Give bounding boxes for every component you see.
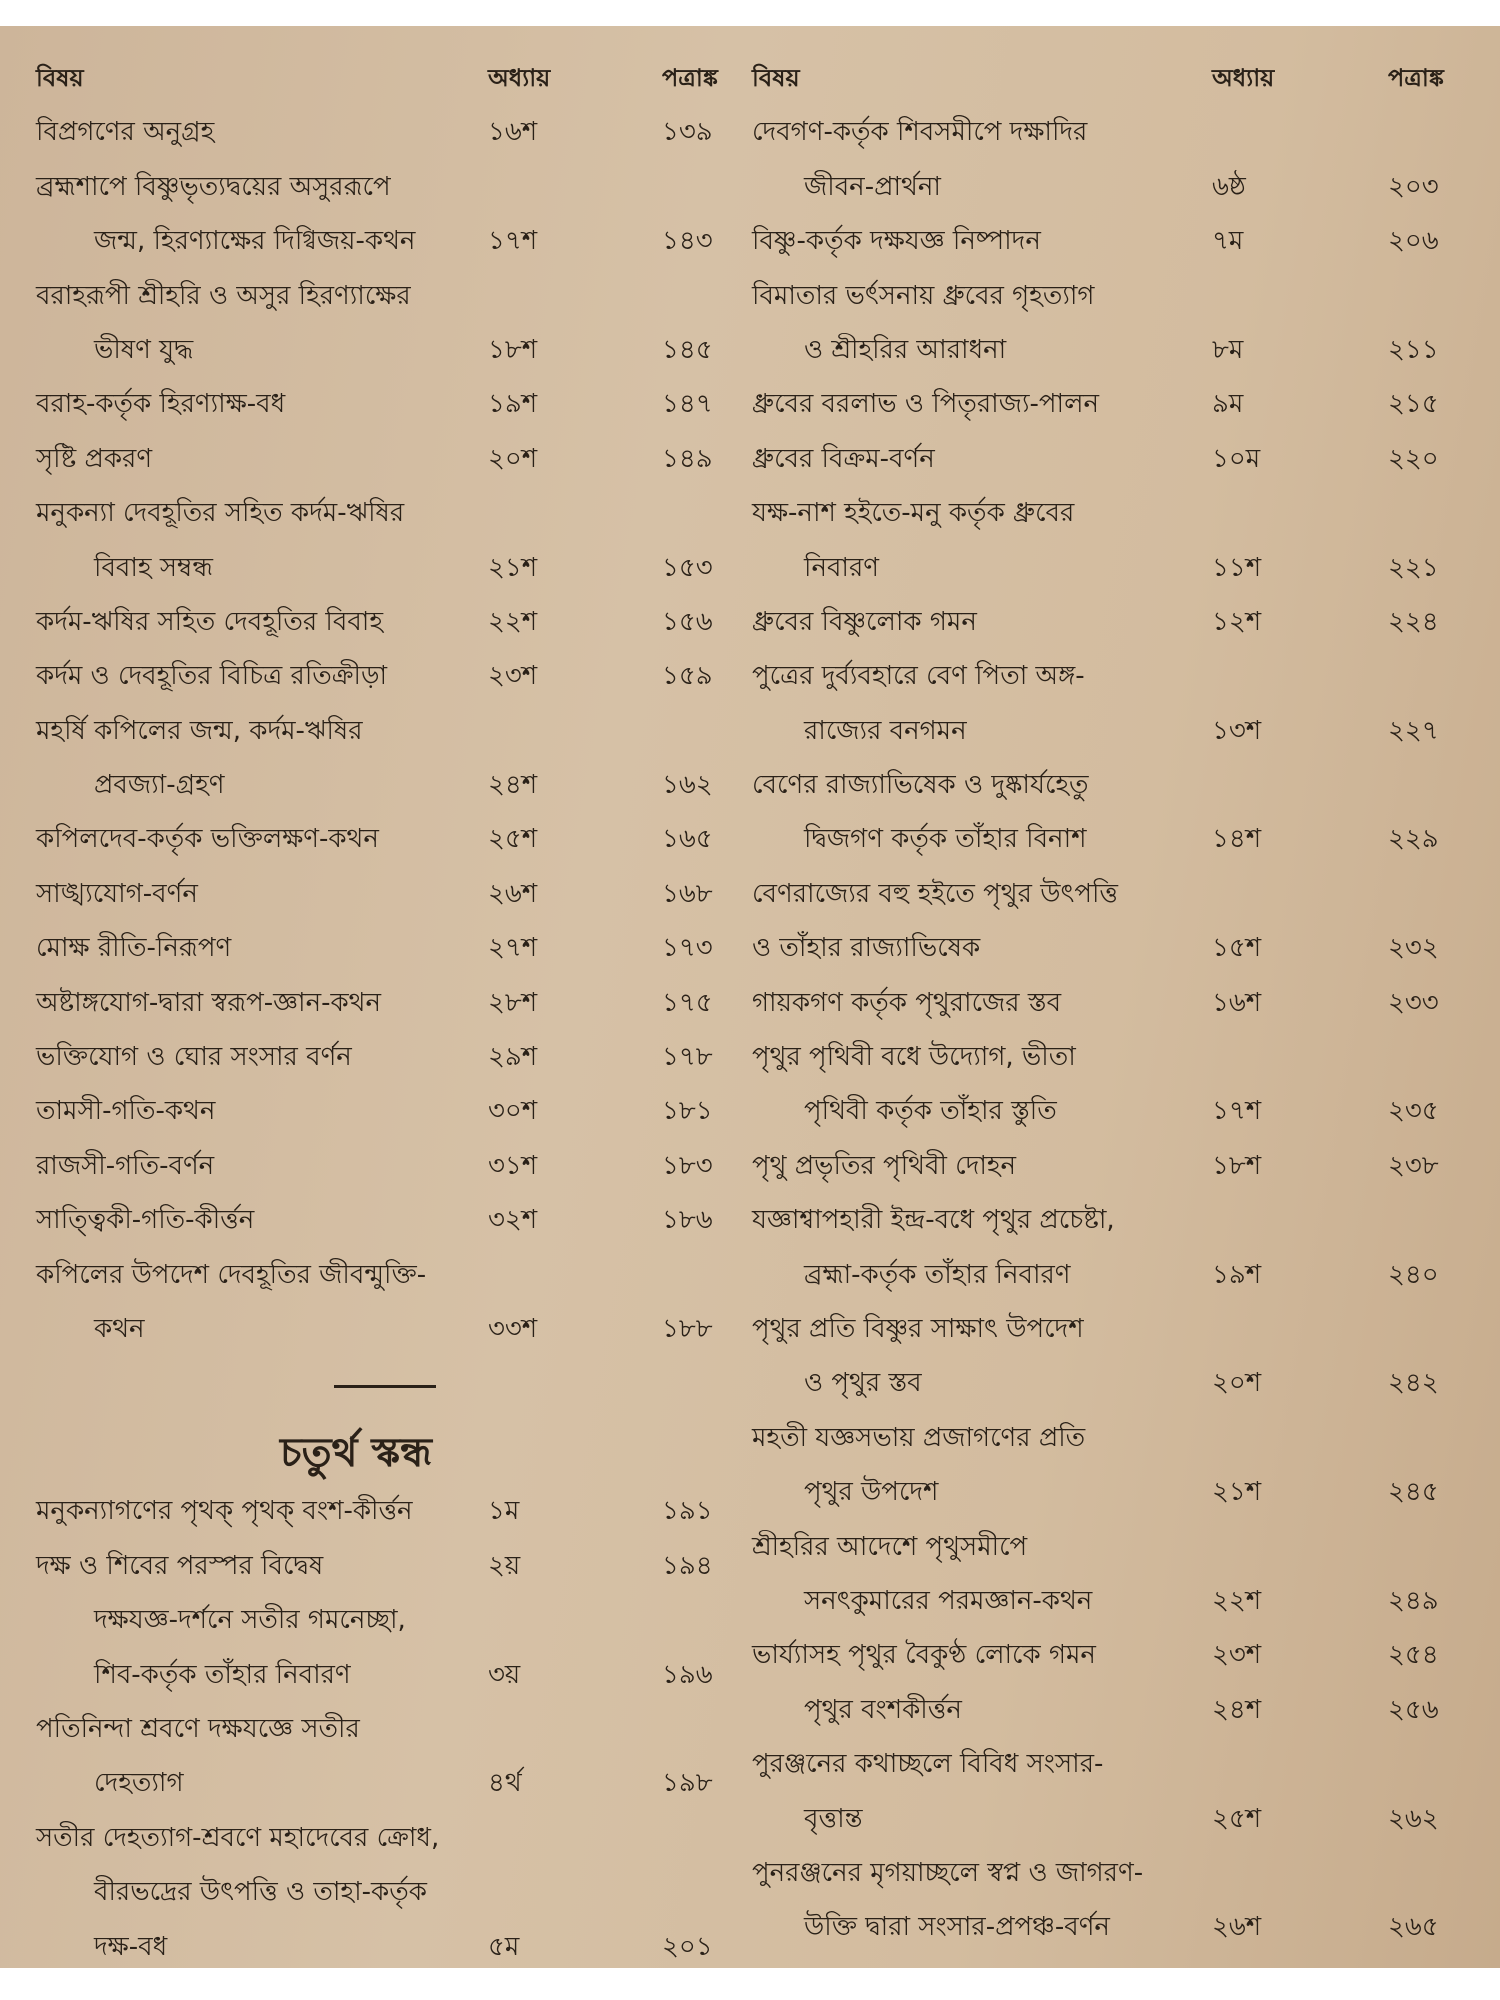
entry-page: ২২৪ (1388, 606, 1439, 637)
toc-entry (752, 1301, 1464, 1355)
entry-chapter: ২৬শ (1212, 1912, 1262, 1943)
toc-entry (752, 213, 1464, 267)
toc-entry (36, 431, 726, 485)
section-heading: চতুর্থ স্কন্ধ (280, 1429, 432, 1477)
toc-entry (752, 920, 1464, 974)
entry-chapter: ৯ম (1212, 389, 1244, 420)
entry-title: জন্ম, হিরণ্যাক্ষের দিগ্বিজয়-কথন (94, 226, 416, 257)
entry-title: দেহত্যাগ (94, 1768, 184, 1799)
toc-entry (752, 431, 1464, 485)
entry-chapter: ২৯শ (488, 1042, 538, 1073)
entry-page: ১৬৫ (662, 824, 713, 855)
header-page: পত্রাঙ্ক (1388, 64, 1444, 92)
entry-title: জীবন-প্রার্থনা (804, 171, 941, 202)
toc-entry (36, 213, 726, 267)
entry-chapter: ১১শ (1212, 552, 1262, 583)
entry-title: বেণরাজ্যের বহু হইতে পৃথুর উৎপত্তি (752, 878, 1119, 909)
entry-chapter: ১২শ (1212, 606, 1262, 637)
entry-title: ভক্তিযোগ ও ঘোর সংসার বর্ণন (36, 1042, 352, 1073)
entry-page: ১৪৫ (662, 334, 713, 365)
entry-chapter: ১৯শ (488, 389, 538, 420)
left-entries-bottom (36, 1483, 726, 1968)
entry-title: বরাহরূপী শ্রীহরি ও অসুর হিরণ্যাক্ষের (36, 280, 411, 311)
toc-entry (752, 322, 1464, 376)
entry-title: পুত্রের দুর্ব্যবহারে বেণ পিতা অঙ্গ- (752, 661, 1085, 692)
toc-entry (36, 975, 726, 1029)
header-subject: বিষয় (752, 64, 800, 92)
entry-page: ২৩৮ (1388, 1150, 1439, 1181)
entry-title: বিমাতার ভর্ৎসনায় ধ্রুবের গৃহত্যাগ (752, 280, 1095, 311)
toc-entry (36, 1192, 726, 1246)
entry-chapter: ১৬শ (1212, 987, 1262, 1018)
entry-chapter: ২৪শ (1212, 1694, 1262, 1725)
entry-page: ১৬২ (662, 770, 713, 801)
entry-page: ১৮৩ (662, 1150, 713, 1181)
toc-entry (36, 703, 726, 757)
toc-entry (36, 159, 726, 213)
toc-entry (752, 648, 1464, 702)
toc-entry (36, 1701, 726, 1755)
entry-title: কর্দম ও দেবহূতির বিচিত্র রতিক্রীড়া (36, 661, 388, 692)
entry-title: কপিলদেব-কর্তৃক ভক্তিলক্ষণ-কথন (36, 824, 379, 855)
right-entries (752, 104, 1464, 1953)
entry-title: সাঙ্খ্যযোগ-বর্ণন (36, 878, 198, 909)
entry-page: ১৮৬ (662, 1205, 713, 1236)
entry-page: ২১১ (1388, 334, 1439, 365)
entry-chapter: ২৩শ (488, 661, 538, 692)
toc-entry (752, 811, 1464, 865)
entry-chapter: ২০শ (1212, 1368, 1262, 1399)
entry-page: ১৬৮ (662, 878, 713, 909)
entry-page: ১৮৮ (662, 1313, 713, 1344)
toc-entry (36, 1592, 726, 1646)
entry-title: যক্ষ-নাশ হইতে-মনু কর্তৃক ধ্রুবের (752, 498, 1075, 529)
column-header (752, 50, 1464, 104)
entry-page: ২৬২ (1388, 1803, 1439, 1834)
entry-chapter: ১৯শ (1212, 1259, 1262, 1290)
entry-title: বিষ্ণু-কর্তৃক দক্ষযজ্ঞ নিষ্পাদন (752, 226, 1041, 257)
toc-entry (752, 1192, 1464, 1246)
toc-entry (36, 1483, 726, 1537)
entry-page: ১৭৮ (662, 1042, 713, 1073)
entry-chapter: ১ম (488, 1496, 520, 1527)
toc-entry (36, 1138, 726, 1192)
entry-title: মহর্ষি কপিলের জন্ম, কর্দম-ঋষির (36, 715, 363, 746)
entry-chapter: ১৬শ (488, 117, 538, 148)
entry-chapter: ৭ম (1212, 226, 1244, 257)
entry-chapter: ২৫শ (488, 824, 538, 855)
entry-title: মোক্ষ রীতি-নিরূপণ (36, 933, 232, 964)
entry-title: ব্রহ্মশাপে বিষ্ণুভৃত্যদ্বয়ের অসুররূপে (36, 171, 391, 202)
entry-chapter: ৮ম (1212, 334, 1244, 365)
toc-entry (752, 1355, 1464, 1409)
toc-entry (36, 376, 726, 430)
toc-entry (752, 1464, 1464, 1518)
entry-page: ২২৯ (1388, 824, 1439, 855)
entry-page: ১৯৪ (662, 1550, 713, 1581)
entry-chapter: ২৭শ (488, 933, 538, 964)
entry-page: ২৪৫ (1388, 1477, 1439, 1508)
entry-chapter: ১৭শ (488, 226, 538, 257)
toc-entry (752, 1627, 1464, 1681)
entry-page: ২৪২ (1388, 1368, 1439, 1399)
entry-page: ২০৩ (1388, 171, 1439, 202)
entry-title: গায়কগণ কর্তৃক পৃথুরাজের স্তব (752, 987, 1062, 1018)
entry-page: ১৪৩ (662, 226, 713, 257)
entry-page: ২৩৩ (1388, 987, 1439, 1018)
entry-chapter: ১৮শ (488, 334, 538, 365)
left-column (36, 50, 726, 1968)
entry-title: মনুকন্যা দেবহূতির সহিত কর্দম-ঋষির (36, 498, 405, 529)
toc-entry (752, 703, 1464, 757)
toc-entry (752, 1083, 1464, 1137)
entry-page: ১৫৬ (662, 606, 713, 637)
entry-title: পৃথুর বংশকীর্ত্তন (804, 1694, 962, 1725)
entry-title: কথন (94, 1313, 145, 1344)
entry-title: পুনরঞ্জনের মৃগয়াচ্ছলে স্বপ্ন ও জাগরণ- (752, 1857, 1144, 1888)
toc-entry (36, 1755, 726, 1809)
entry-page: ১৯৮ (662, 1768, 713, 1799)
entry-chapter: ২২শ (1212, 1585, 1262, 1616)
entry-title: ব্রহ্মা-কর্তৃক তাঁহার নিবারণ (804, 1259, 1071, 1290)
entry-title: ধ্রুবের বরলাভ ও পিতৃরাজ্য-পালন (752, 389, 1099, 420)
entry-chapter: ১৩শ (1212, 715, 1262, 746)
entry-chapter: ৩১শ (488, 1150, 538, 1181)
entry-title: শিব-কর্তৃক তাঁহার নিবারণ (94, 1659, 351, 1690)
entry-title: সাত্ত্বিকী-গতি-কীর্ত্তন (36, 1205, 255, 1236)
toc-entry (752, 975, 1464, 1029)
entry-page: ১৫৯ (662, 661, 713, 692)
toc-entry (36, 1301, 726, 1355)
entry-chapter: ৪র্থ (488, 1768, 522, 1799)
toc-entry (752, 866, 1464, 920)
entry-title: ও শ্রীহরির আরাধনা (804, 334, 1007, 365)
entry-chapter: ২১শ (488, 552, 538, 583)
entry-page: ১৪৯ (662, 443, 713, 474)
entry-title: রাজ্যের বনগমন (804, 715, 967, 746)
toc-entry (36, 594, 726, 648)
entry-chapter: ২৬শ (488, 878, 538, 909)
toc-entry (752, 1410, 1464, 1464)
entry-title: কপিলের উপদেশ দেবহূতির জীবন্মুক্তি- (36, 1259, 427, 1290)
entry-title: বেণের রাজ্যাভিষেক ও দুষ্কার্যহেতু (752, 770, 1089, 801)
toc-entry (36, 811, 726, 865)
divider-rule (334, 1385, 436, 1388)
entry-title: বীরভদ্রের উৎপত্তি ও তাহা-কর্তৃক (94, 1877, 427, 1908)
book-page (0, 26, 1500, 1968)
entry-chapter: ১০ম (1212, 443, 1261, 474)
entry-title: পৃথিবী কর্তৃক তাঁহার স্তুতি (804, 1096, 1057, 1127)
entry-page: ২২১ (1388, 552, 1439, 583)
entry-title: মনুকন্যাগণের পৃথক্ পৃথক্ বংশ-কীর্ত্তন (36, 1496, 413, 1527)
entry-page: ১৪৭ (662, 389, 713, 420)
toc-entry (752, 376, 1464, 430)
entry-title: দ্বিজগণ কর্তৃক তাঁহার বিনাশ (804, 824, 1087, 855)
toc-entry (752, 485, 1464, 539)
toc-entry (752, 1573, 1464, 1627)
entry-page: ২৪০ (1388, 1259, 1439, 1290)
entry-chapter: ৩৩শ (488, 1313, 538, 1344)
entry-page: ১৭৩ (662, 933, 713, 964)
entry-page: ২৬৫ (1388, 1912, 1439, 1943)
entry-title: বরাহ-কর্তৃক হিরণ্যাক্ষ-বধ (36, 389, 286, 420)
toc-entry (752, 594, 1464, 648)
toc-entry (36, 268, 726, 322)
toc-entry (36, 485, 726, 539)
entry-title: দক্ষ ও শিবের পরস্পর বিদ্বেষ (36, 1550, 324, 1581)
entry-title: পতিনিন্দা শ্রবণে দক্ষযজ্ঞে সতীর (36, 1713, 360, 1744)
toc-entry (752, 1845, 1464, 1899)
entry-chapter: ৫ম (488, 1931, 520, 1962)
toc-entry (752, 1682, 1464, 1736)
toc-entry (752, 1899, 1464, 1953)
toc-entry (36, 1919, 726, 1969)
entry-title: পৃথুর প্রতি বিষ্ণুর সাক্ষাৎ উপদেশ (752, 1313, 1084, 1344)
toc-entry (36, 757, 726, 811)
toc-entry (36, 1864, 726, 1918)
entry-page: ২২৭ (1388, 715, 1439, 746)
toc-entry (36, 540, 726, 594)
entry-title: ও পৃথুর স্তব (804, 1368, 922, 1399)
entry-page: ১৭৫ (662, 987, 713, 1018)
entry-chapter: ৩য় (488, 1659, 521, 1690)
toc-entry (36, 1538, 726, 1592)
entry-title: বিবাহ সম্বন্ধ (94, 552, 213, 583)
entry-title: পুরঞ্জনের কথাচ্ছলে বিবিধ সংসার- (752, 1749, 1104, 1780)
toc-entry (752, 159, 1464, 213)
entry-title: ভার্য্যাসহ পৃথুর বৈকুণ্ঠ লোকে গমন (752, 1640, 1096, 1671)
entry-page: ১৯৬ (662, 1659, 713, 1690)
toc-entry (36, 322, 726, 376)
toc-entry (752, 757, 1464, 811)
entry-page: ২৫৪ (1388, 1640, 1439, 1671)
entry-title: দেবগণ-কর্তৃক শিবসমীপে দক্ষাদির (752, 117, 1088, 148)
entry-page: ২২০ (1388, 443, 1439, 474)
entry-page: ১৩৯ (662, 117, 713, 148)
entry-page: ২৩৫ (1388, 1096, 1439, 1127)
toc-entry (752, 1519, 1464, 1573)
entry-title: রাজসী-গতি-বর্ণন (36, 1150, 215, 1181)
entry-chapter: ২৩শ (1212, 1640, 1262, 1671)
entry-chapter: ১৪শ (1212, 824, 1262, 855)
entry-chapter: ১৫শ (1212, 933, 1262, 964)
entry-page: ১৮১ (662, 1096, 713, 1127)
section-heading-row (36, 1415, 726, 1483)
entry-title: ভীষণ যুদ্ধ (94, 334, 194, 365)
entry-title: মহতী যজ্ঞসভায় প্রজাগণের প্রতি (752, 1422, 1086, 1453)
entry-chapter: ৩০শ (488, 1096, 538, 1127)
entry-chapter: ৬ষ্ঠ (1212, 171, 1246, 202)
header-page: পত্রাঙ্ক (662, 64, 718, 92)
entry-title: নিবারণ (804, 552, 879, 583)
entry-chapter: ২০শ (488, 443, 538, 474)
toc-entry (752, 1736, 1464, 1790)
entry-page: ১৫৩ (662, 552, 713, 583)
entry-title: শ্রীহরির আদেশে পৃথুসমীপে (752, 1531, 1028, 1562)
entry-page: ২৫৬ (1388, 1694, 1439, 1725)
toc-entry (752, 1029, 1464, 1083)
entry-title: সনৎকুমারের পরমজ্ঞান-কথন (804, 1585, 1093, 1616)
entry-chapter: ২৪শ (488, 770, 538, 801)
entry-title: সতীর দেহত্যাগ-শ্রবণে মহাদেবের ক্রোধ, (36, 1822, 440, 1853)
entry-title: অষ্টাঙ্গযোগ-দ্বারা স্বরূপ-জ্ঞান-কথন (36, 987, 382, 1018)
entry-page: ১৯১ (662, 1496, 713, 1527)
toc-entry (36, 1029, 726, 1083)
column-header (36, 50, 726, 104)
entry-title: দক্ষযজ্ঞ-দর্শনে সতীর গমনেচ্ছা, (94, 1605, 406, 1636)
entry-page: ২৩২ (1388, 933, 1439, 964)
header-subject: বিষয় (36, 64, 84, 92)
toc-entry (752, 268, 1464, 322)
entry-page: ২০৬ (1388, 226, 1439, 257)
toc-entry (36, 920, 726, 974)
entry-title: কর্দম-ঋষির সহিত দেবহূতির বিবাহ (36, 606, 383, 637)
entry-chapter: ২৫শ (1212, 1803, 1262, 1834)
entry-page: ২১৫ (1388, 389, 1439, 420)
entry-title: বৃত্তান্ত (804, 1803, 863, 1834)
toc-entry (36, 1247, 726, 1301)
toc-entry (36, 648, 726, 702)
entry-title: প্রবজ্যা-গ্রহণ (94, 770, 225, 801)
toc-entry (36, 866, 726, 920)
entry-chapter: ৩২শ (488, 1205, 538, 1236)
entry-page: ২৪৯ (1388, 1585, 1439, 1616)
entry-title: ও তাঁহার রাজ্যাভিষেক (752, 933, 981, 964)
header-chapter: অধ্যায় (488, 64, 551, 92)
toc-entry (752, 104, 1464, 158)
toc-entry (36, 1647, 726, 1701)
entry-title: ধ্রুবের বিক্রম-বর্ণন (752, 443, 935, 474)
entry-title: পৃথুর পৃথিবী বধে উদ্যোগ, ভীতা (752, 1042, 1076, 1073)
entry-chapter: ১৭শ (1212, 1096, 1262, 1127)
toc-entry (752, 1138, 1464, 1192)
entry-chapter: ২য় (488, 1550, 521, 1581)
entry-title: যজ্ঞাশ্বাপহারী ইন্দ্র-বধে পৃথুর প্রচেষ্টা, (752, 1205, 1115, 1236)
divider-row (36, 1355, 726, 1415)
entry-title: পৃথু প্রভৃতির পৃথিবী দোহন (752, 1150, 1017, 1181)
toc-entry (752, 540, 1464, 594)
entry-chapter: ২১শ (1212, 1477, 1262, 1508)
toc-entry (36, 104, 726, 158)
toc-entry (36, 1083, 726, 1137)
entry-page: ২০১ (662, 1931, 713, 1962)
entry-title: তামসী-গতি-কথন (36, 1096, 216, 1127)
entry-title: বিপ্রগণের অনুগ্রহ (36, 117, 215, 148)
entry-title: পৃথুর উপদেশ (804, 1477, 939, 1508)
entry-chapter: ১৮শ (1212, 1150, 1262, 1181)
entry-chapter: ২৮শ (488, 987, 538, 1018)
entry-title: সৃষ্টি প্রকরণ (36, 443, 153, 474)
right-column (752, 50, 1464, 1954)
entry-title: দক্ষ-বধ (94, 1931, 168, 1962)
entry-title: উক্তি দ্বারা সংসার-প্রপঞ্চ-বর্ণন (804, 1912, 1110, 1943)
toc-entry (752, 1791, 1464, 1845)
left-entries-top (36, 104, 726, 1355)
header-chapter: অধ্যায় (1212, 64, 1275, 92)
toc-entry (752, 1247, 1464, 1301)
entry-title: ধ্রুবের বিষ্ণুলোক গমন (752, 606, 977, 637)
entry-chapter: ২২শ (488, 606, 538, 637)
toc-entry (36, 1810, 726, 1864)
